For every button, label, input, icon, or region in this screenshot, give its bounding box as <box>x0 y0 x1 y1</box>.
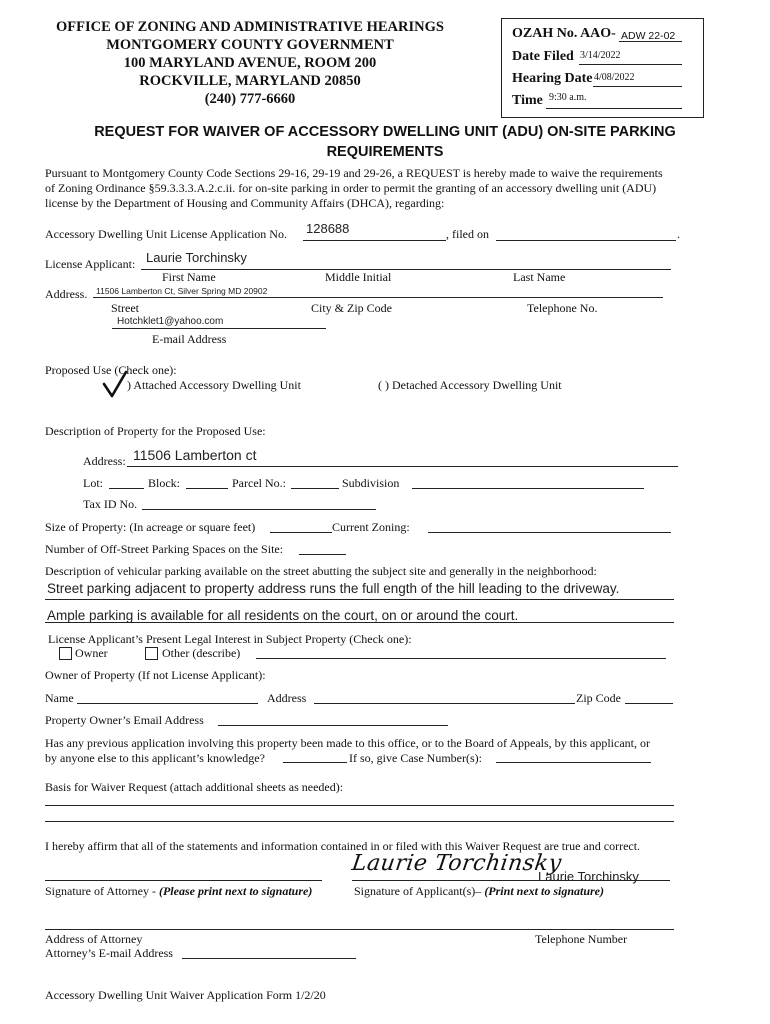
license-applicant-label: License Applicant: <box>45 257 136 271</box>
first-name-caption: First Name <box>162 270 216 284</box>
hearing-date-label: Hearing Date <box>512 71 593 86</box>
owner-of-property-label: Owner of Property (If not License Applicant): <box>45 668 266 682</box>
last-name-caption: Last Name <box>513 270 566 284</box>
office-city: ROCKVILLE, MARYLAND 20850 <box>139 73 361 89</box>
current-zoning-label: Current Zoning: <box>332 520 410 534</box>
time-label: Time <box>512 93 543 108</box>
form-title: REQUEST FOR WAIVER OF ACCESSORY DWELLING UNIT (ADU) ON-SITE PARKING <box>94 124 676 140</box>
previous-application-line-2: by anyone else to this applicant’s knowledge? <box>45 751 265 765</box>
street-caption: Street <box>111 301 139 315</box>
office-name: OFFICE OF ZONING AND ADMINISTRATIVE HEARINGS <box>56 19 444 35</box>
property-size-label: Size of Property: (In acreage or square feet) <box>45 520 256 534</box>
applicant-signature[interactable]: Laurie Torchinsky <box>350 851 564 876</box>
subdivision-label: Subdivision <box>342 476 400 490</box>
basis-label: Basis for Waiver Request (attach additional sheets as needed): <box>45 780 344 794</box>
case-number-label: If so, give Case Number(s): <box>349 751 482 765</box>
filed-on-period: . <box>677 227 680 241</box>
license-app-number[interactable]: 128688 <box>306 221 350 236</box>
attorney-telephone-label: Telephone Number <box>535 932 628 946</box>
parking-spaces-label: Number of Off-Street Parking Spaces on the Site: <box>45 542 284 556</box>
property-description-label: Description of Property for the Proposed Use: <box>45 424 266 438</box>
parking-description-line-2[interactable]: Ample parking is available for all residents on the court, on or around the court. <box>47 608 519 623</box>
office-phone: (240) 777-6660 <box>204 91 296 107</box>
attached-adu-option[interactable]: ) Attached Accessory Dwelling Unit <box>127 378 301 392</box>
tax-id-label: Tax ID No. <box>83 497 138 511</box>
previous-application-line-1: Has any previous application involving this property been made to this office, or to the Board of Appeals, by this applicant, or <box>45 736 650 750</box>
time-value[interactable]: 9:30 a.m. <box>549 92 587 103</box>
block-label: Block: <box>148 476 180 490</box>
property-address-value[interactable]: 11506 Lamberton ct <box>133 447 257 463</box>
applicant-email-value[interactable]: Hotchklet1@yahoo.com <box>117 316 224 327</box>
attorney-address-label: Address of Attorney <box>45 932 143 946</box>
intro-line-2: of Zoning Ordinance §59.3.3.3.A.2.c.ii. for on-site parking in order to permit the granting of an accessory dwelling unit (ADU) <box>45 181 657 195</box>
proposed-use-label: Proposed Use (Check one): <box>45 363 177 377</box>
date-filed-value[interactable]: 3/14/2022 <box>580 50 621 61</box>
middle-initial-caption: Middle Initial <box>325 270 392 284</box>
intro-line-3: license by the Department of Housing and Community Affairs (DHCA), regarding: <box>45 196 445 210</box>
form-footer: Accessory Dwelling Unit Waiver Application Form 1/2/20 <box>45 988 326 1002</box>
date-filed-label: Date Filed <box>512 49 574 64</box>
ozah-number-value[interactable]: ADW 22-02 <box>621 30 676 42</box>
city-zip-caption: City & Zip Code <box>311 301 392 315</box>
parcel-label: Parcel No.: <box>232 476 286 490</box>
form-title-line2: REQUIREMENTS <box>326 144 444 160</box>
intro-line-1: Pursuant to Montgomery County Code Sections 29-16, 29-19 and 29-26, a REQUEST is hereby made to waive the requirements <box>45 166 663 180</box>
address-label: Address. <box>45 287 88 301</box>
office-street: 100 MARYLAND AVENUE, ROOM 200 <box>123 55 377 71</box>
applicant-address-value[interactable]: 11506 Lamberton Ct, Silver Spring MD 20902 <box>96 286 268 296</box>
ozah-number-label: OZAH No. AAO- <box>512 26 616 41</box>
parking-description-label: Description of vehicular parking available on the street abutting the subject site and generally in the neighborhood: <box>45 564 597 578</box>
applicant-name-value[interactable]: Laurie Torchinsky <box>146 250 247 265</box>
owner-option-label: Owner <box>75 646 108 660</box>
owner-address-label: Address <box>267 691 307 705</box>
filed-on-label: , filed on <box>446 227 489 241</box>
applicant-printed-name[interactable]: Laurie Torchinsky <box>538 869 639 884</box>
owner-email-label: Property Owner’s Email Address <box>45 713 204 727</box>
attorney-signature-caption: Signature of Attorney - (Please print next to signature) <box>45 884 313 898</box>
email-caption: E-mail Address <box>152 332 227 346</box>
owner-zip-label: Zip Code <box>576 691 621 705</box>
detached-adu-option[interactable]: ( ) Detached Accessory Dwelling Unit <box>378 378 562 392</box>
office-government: MONTGOMERY COUNTY GOVERNMENT <box>106 37 394 53</box>
license-app-label: Accessory Dwelling Unit License Application No. <box>45 227 287 241</box>
property-address-label: Address: <box>83 454 126 468</box>
attorney-email-label: Attorney’s E-mail Address <box>45 946 173 960</box>
checkmark-icon[interactable] <box>102 370 128 398</box>
applicant-signature-caption: Signature of Applicant(s)– (Print next to signature) <box>354 884 604 898</box>
other-checkbox[interactable] <box>145 647 158 660</box>
lot-label: Lot: <box>83 476 103 490</box>
parking-description-line-1[interactable]: Street parking adjacent to property address runs the full ength of the hill leading to the driveway. <box>47 581 620 596</box>
hearing-date-value[interactable]: 4/08/2022 <box>594 72 635 83</box>
legal-interest-label: License Applicant’s Present Legal Interest in Subject Property (Check one): <box>48 632 412 646</box>
owner-checkbox[interactable] <box>59 647 72 660</box>
owner-name-label: Name <box>45 691 74 705</box>
telephone-caption: Telephone No. <box>527 301 598 315</box>
affirmation-text: I hereby affirm that all of the statements and information contained in or filed with this Waiver Request are true and correct. <box>45 839 641 853</box>
other-option-label: Other (describe) <box>162 646 241 660</box>
